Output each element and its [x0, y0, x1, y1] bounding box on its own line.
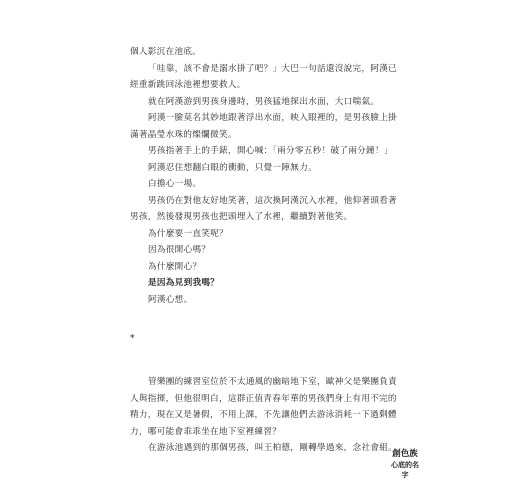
text-line: 男孩仍在對他友好地笑著，這次換阿漢沉入水裡，他仰著頭看著	[148, 195, 398, 206]
text-line: 精力，現在又是暑假，不用上課，不先讓他們去游泳消耗一下過剩體	[130, 410, 397, 420]
text-section-2	[130, 374, 398, 457]
text-section-1	[130, 44, 398, 308]
text-line: 人與指揮，但他很明白，這群正值青春年華的男孩們身上有用不完的	[130, 393, 397, 404]
text-line: 在游泳池遇到的那個男孩，叫王柏德，剛轉學過來，念社會組。	[148, 443, 398, 453]
text-line: 男孩指著手上的手錶，開心喊：「兩分零五秒！破了兩分鐘！」	[148, 146, 393, 156]
text-line: 就在阿漢游到男孩身邊時，男孩猛地探出水面，大口喘氣。	[148, 96, 380, 107]
text-line: 力，哪可能會乖乖坐在地下室裡練習？	[130, 426, 282, 437]
publisher-logo	[388, 449, 422, 480]
text-line: 阿漢忍住想翻白眼的衝動，只覺一陣無力。	[148, 162, 317, 173]
text-line: 個人影沉在池底。	[130, 47, 202, 57]
text-line: 男孩，然後發現男孩也把頭埋入了水裡，繼續對著他笑。	[130, 212, 353, 222]
text-line: 為什麼要一直笑呢？	[148, 228, 229, 239]
logo-line-2: 心底的名字	[391, 461, 419, 479]
text-line: 「哇靠，該不會是溺水掛了吧？」大巴一句話還沒說完，阿漢已	[148, 63, 398, 74]
body-text	[130, 44, 398, 457]
logo-line-1: 創色族	[392, 449, 418, 459]
text-line: 白擔心一場。	[148, 179, 202, 189]
section-separator: *	[130, 334, 135, 344]
text-line: 滿著晶瑩水珠的燦爛微笑。	[130, 129, 237, 140]
text-line: 為什麼開心？	[148, 261, 202, 272]
text-line: 阿漢心想。	[148, 294, 193, 305]
text-line: 經重新跳回泳池裡想要救人。	[130, 80, 246, 90]
text-line: 是因為見到我嗎？	[148, 278, 220, 288]
text-line: 阿漢一臉莫名其妙地跟著浮出水面，映入眼裡的，是男孩臉上掛	[148, 113, 398, 123]
text-line: 因為很開心嗎？	[148, 245, 211, 255]
text-line: 管樂團的練習室位於不太通風的幽暗地下室，歐神父是樂團負責	[148, 377, 398, 387]
